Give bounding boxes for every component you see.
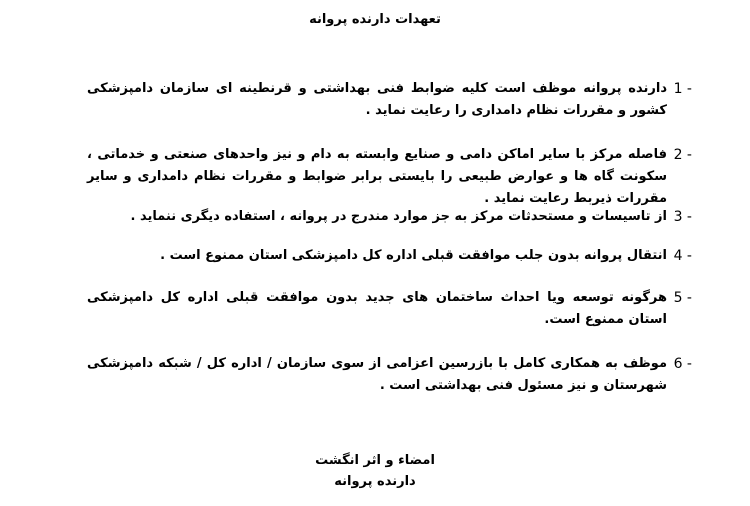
list-item [87, 353, 683, 397]
item-number: 2 - [674, 144, 692, 166]
list-item [87, 78, 683, 122]
item-text: دارنده پروانه موظف است کلیه ضوابط فنی بهداشتی و قرنطینه ای سازمان دامپزشکی کشور و مقررات نظام دامداری را رعایت نماید . [87, 81, 667, 118]
item-text: انتقال پروانه بدون جلب موافقت قبلی اداره کل دامپزشکی استان ممنوع است . [160, 248, 667, 263]
item-text: از تاسیسات و مستحدثات مرکز به جز موارد مندرج در پروانه ، استفاده دیگری ننماید . [130, 209, 667, 224]
item-number: 4 - [674, 245, 692, 267]
list-item [87, 206, 683, 228]
list-item [87, 245, 683, 267]
item-number: 3 - [674, 206, 692, 228]
list-item [87, 144, 683, 210]
item-number: 1 - [674, 78, 692, 100]
item-number: 5 - [674, 287, 692, 309]
item-text: هرگونه توسعه ویا احداث ساختمان های جدید بدون موافقت قبلی اداره کل دامپزشکی استان ممنوع است. [87, 290, 667, 327]
item-number: 6 - [674, 353, 692, 375]
signature-label: امضاء و اثر انگشت [315, 453, 435, 468]
list-item [87, 287, 683, 331]
document-title: تعهدات دارنده پروانه [309, 12, 441, 27]
item-text: موظف به همکاری کامل با بازرسین اعزامی از سوی سازمان / اداره کل / شبکه دامپزشکی شهرستان و نیز مسئول فنی بهداشتی است . [87, 356, 667, 393]
signature-holder-label: دارنده پروانه [334, 474, 416, 489]
item-text: فاصله مرکز با سایر اماکن دامی و صنایع وابسته به دام و نیز واحدهای صنعتی و خدماتی ، سکونت گاه ها و عوارض طبیعی را بایستی برابر ضوابط و مقررات نظام دامداری و سایر مقررات ذیربط رعایت نماید . [87, 147, 667, 206]
